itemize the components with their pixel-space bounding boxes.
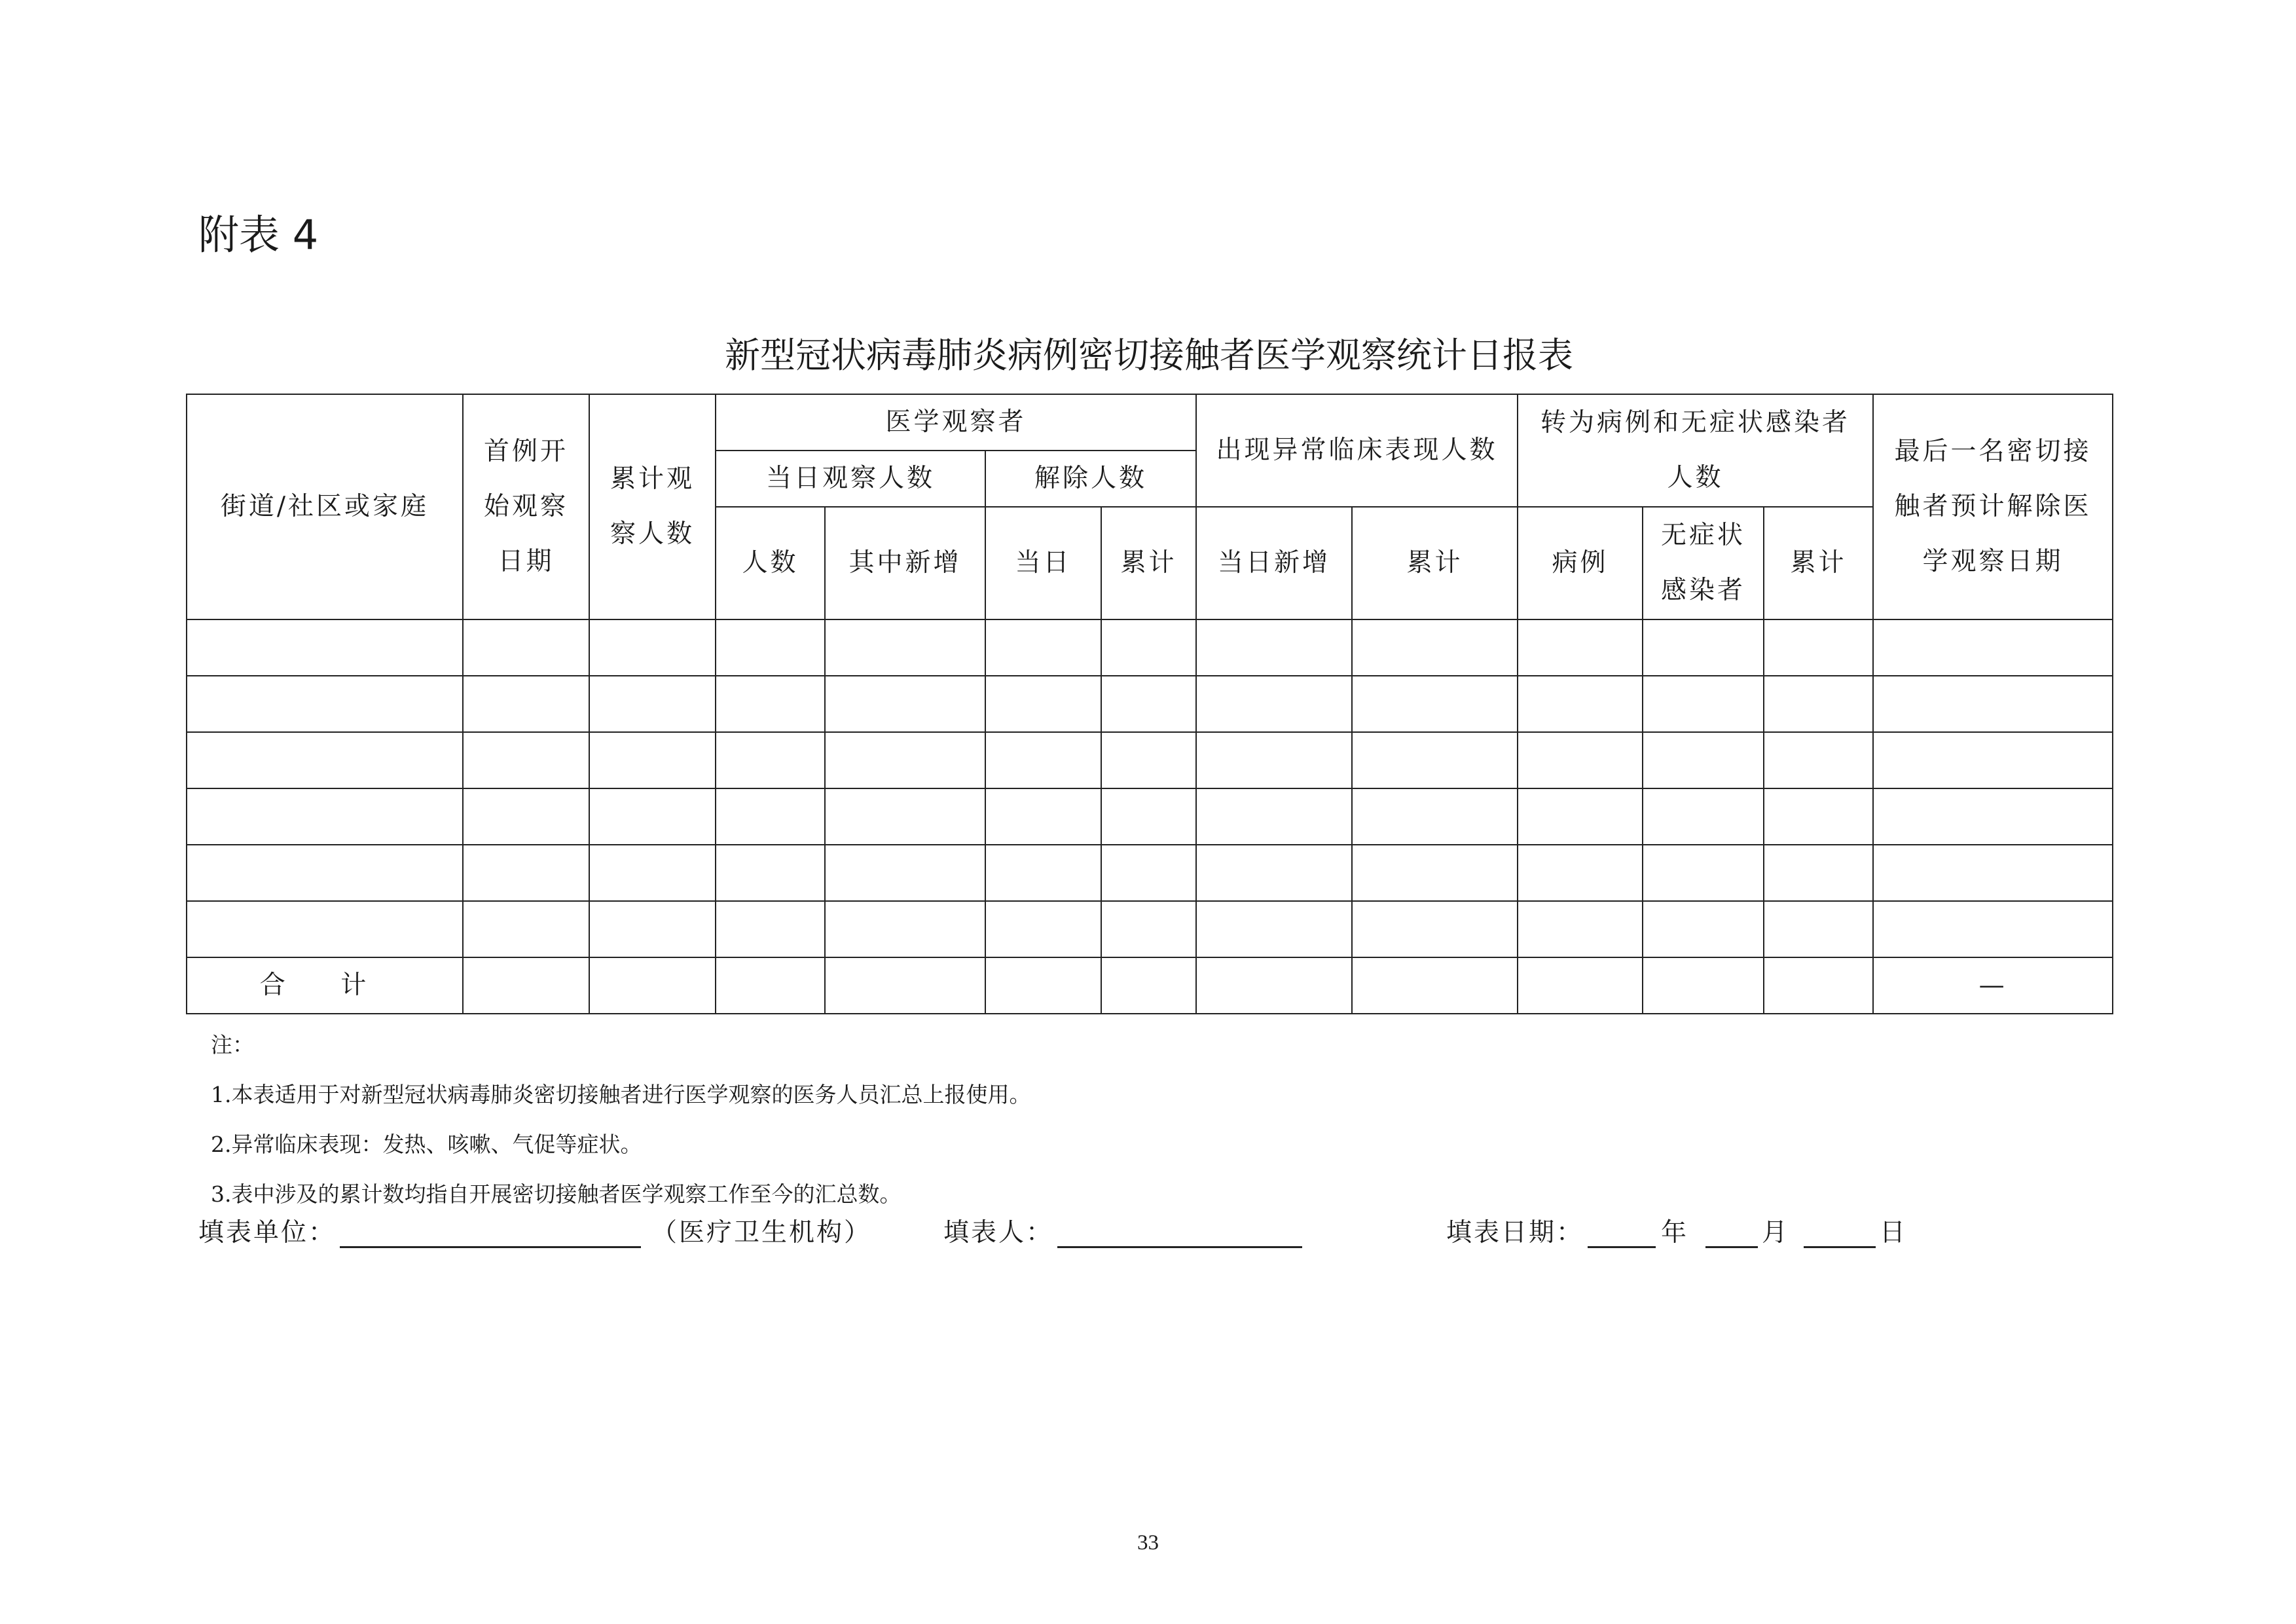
table-row (187, 901, 2113, 957)
date-label: 填表日期： (1446, 1218, 1584, 1247)
unit-label: 填表单位： (198, 1218, 337, 1247)
table-cell[interactable] (1352, 676, 1518, 732)
table-cell[interactable] (985, 619, 1101, 676)
total-last-release-cell: — (1873, 957, 2113, 1014)
header-cumulative-observed (589, 394, 716, 619)
table-cell[interactable] (1101, 845, 1196, 901)
table-cell[interactable] (463, 845, 589, 901)
table-cell[interactable] (716, 957, 825, 1014)
table-cell[interactable] (187, 845, 463, 901)
table-cell[interactable] (463, 732, 589, 788)
table-cell[interactable] (187, 901, 463, 957)
table-cell[interactable] (589, 845, 716, 901)
notes (211, 1020, 1031, 1219)
table-cell[interactable] (463, 676, 589, 732)
table-row (187, 845, 2113, 901)
table-cell[interactable] (589, 676, 716, 732)
note-item-2: 2.异常临床表现：发热、咳嗽、气促等症状。 (211, 1132, 642, 1157)
header-abnormal-clinical: 出现异常临床表现人数 (1196, 394, 1518, 507)
header-released: 解除人数 (985, 451, 1196, 507)
header-released-cumulative: 累计 (1101, 507, 1196, 619)
table-cell[interactable] (1873, 788, 2113, 845)
table-cell[interactable] (1196, 619, 1352, 676)
table-cell[interactable] (1196, 957, 1352, 1014)
table-cell[interactable] (825, 788, 985, 845)
table-cell[interactable] (1101, 788, 1196, 845)
header-street-community-household: 街道/社区或家庭 (187, 394, 463, 619)
table-row (187, 788, 2113, 845)
table-cell[interactable] (589, 957, 716, 1014)
header-asymptomatic (1643, 507, 1764, 619)
page-number: 33 (1137, 1531, 1159, 1555)
table-cell[interactable] (1101, 619, 1196, 676)
table-cell[interactable] (1518, 957, 1643, 1014)
table-cell[interactable] (1352, 619, 1518, 676)
table-cell[interactable] (1352, 957, 1518, 1014)
header-first-case-observation-date (463, 394, 589, 619)
table-cell[interactable] (716, 732, 825, 788)
table-cell[interactable] (825, 845, 985, 901)
table-cell[interactable] (1518, 676, 1643, 732)
table-cell[interactable] (463, 619, 589, 676)
table-cell[interactable] (1518, 619, 1643, 676)
header-converted-cumulative: 累计 (1764, 507, 1873, 619)
header-count: 人数 (716, 507, 825, 619)
table-cell[interactable] (716, 901, 825, 957)
header-first-case-line-1: 首例开 (483, 437, 568, 466)
total-label-cell (187, 957, 463, 1014)
table-cell[interactable] (985, 901, 1101, 957)
table-cell[interactable] (1873, 901, 2113, 957)
table-cell[interactable] (1764, 957, 1873, 1014)
table-cell[interactable] (1764, 901, 1873, 957)
header-last-release-line-2: 触者预计解除医 (1894, 492, 2092, 521)
table-cell[interactable] (1873, 732, 2113, 788)
table-body (187, 619, 2113, 957)
table-row (187, 619, 2113, 676)
table-cell[interactable] (187, 732, 463, 788)
table-cell[interactable] (1196, 901, 1352, 957)
table-cell[interactable] (1643, 901, 1764, 957)
table-cell[interactable] (1643, 676, 1764, 732)
report-title: 新型冠状病毒肺炎病例密切接触者医学观察统计日报表 (725, 335, 1573, 376)
report-table (186, 394, 2113, 1014)
unit-suffix: （医疗卫生机构） (651, 1218, 872, 1247)
table-cell[interactable] (589, 619, 716, 676)
table-cell[interactable] (1101, 676, 1196, 732)
month-fill-line[interactable] (1705, 1246, 1758, 1248)
filler-fill-line[interactable] (1057, 1246, 1302, 1248)
table-cell[interactable] (187, 788, 463, 845)
table-cell[interactable] (1643, 619, 1764, 676)
month-label: 月 (1762, 1218, 1790, 1247)
filler-label: 填表人： (943, 1218, 1054, 1247)
table-cell[interactable] (463, 901, 589, 957)
header-first-case-line-2: 始观察 (483, 492, 568, 521)
header-last-release-line-1: 最后一名密切接 (1894, 437, 2092, 466)
header-asymptomatic-line-2: 感染者 (1661, 576, 1746, 605)
table-cell[interactable] (1643, 957, 1764, 1014)
header-released-same-day: 当日 (985, 507, 1101, 619)
table-cell[interactable] (1873, 619, 2113, 676)
table-cell[interactable] (825, 957, 985, 1014)
table-cell[interactable] (1643, 732, 1764, 788)
header-daily-observed: 当日观察人数 (716, 451, 985, 507)
header-converted-line-1: 转为病例和无症状感染者 (1540, 408, 1851, 437)
table-cell[interactable] (1764, 788, 1873, 845)
table-cell[interactable] (1352, 901, 1518, 957)
table-cell[interactable] (985, 788, 1101, 845)
table-cell[interactable] (985, 957, 1101, 1014)
header-cumulative-observed-line-1: 累计观 (610, 464, 695, 494)
header-cases: 病例 (1518, 507, 1643, 619)
table-cell[interactable] (716, 788, 825, 845)
table-cell[interactable] (825, 619, 985, 676)
table-cell[interactable] (187, 619, 463, 676)
table-cell[interactable] (985, 732, 1101, 788)
table-cell[interactable] (1518, 732, 1643, 788)
day-label: 日 (1880, 1218, 1908, 1247)
header-last-release-line-3: 学观察日期 (1922, 547, 2064, 576)
header-converted-line-2: 人数 (1667, 463, 1724, 492)
table-cell[interactable] (825, 676, 985, 732)
table-cell[interactable] (1873, 845, 2113, 901)
note-item-1: 1.本表适用于对新型冠状病毒肺炎密切接触者进行医学观察的医务人员汇总上报使用。 (211, 1082, 1031, 1107)
notes-heading: 注： (211, 1032, 254, 1058)
table-cell[interactable] (589, 788, 716, 845)
header-asymptomatic-line-1: 无症状 (1661, 521, 1746, 550)
table-cell[interactable] (463, 957, 589, 1014)
table-cell[interactable] (1352, 845, 1518, 901)
table-cell[interactable] (1352, 732, 1518, 788)
table-cell[interactable] (589, 901, 716, 957)
table-cell[interactable] (1196, 788, 1352, 845)
header-medical-observers: 医学观察者 (716, 394, 1196, 451)
table-cell[interactable] (1764, 676, 1873, 732)
appendix-label: 附表 4 (198, 211, 319, 259)
table-cell[interactable] (716, 845, 825, 901)
table-cell[interactable] (1873, 676, 2113, 732)
table-cell[interactable] (1518, 901, 1643, 957)
header-first-case-line-3: 日期 (498, 547, 555, 576)
table-cell[interactable] (1196, 732, 1352, 788)
signature-row (198, 1213, 1966, 1253)
table-cell[interactable] (1518, 845, 1643, 901)
table-cell[interactable] (1764, 845, 1873, 901)
table-cell[interactable] (589, 732, 716, 788)
unit-fill-line[interactable] (340, 1246, 641, 1248)
table-cell[interactable] (825, 732, 985, 788)
table-cell[interactable] (1764, 732, 1873, 788)
table-row (187, 676, 2113, 732)
header-last-release-date (1873, 394, 2113, 619)
table-cell[interactable] (716, 619, 825, 676)
year-fill-line[interactable] (1588, 1246, 1656, 1248)
table-cell[interactable] (1643, 845, 1764, 901)
table-cell[interactable] (463, 788, 589, 845)
table-cell[interactable] (1101, 901, 1196, 957)
header-new-among: 其中新增 (825, 507, 985, 619)
header-cumulative-observed-line-2: 察人数 (610, 519, 695, 549)
day-fill-line[interactable] (1804, 1246, 1876, 1248)
table-cell[interactable] (1518, 788, 1643, 845)
year-label: 年 (1661, 1218, 1689, 1247)
table-cell[interactable] (1101, 732, 1196, 788)
table-cell[interactable] (1764, 619, 1873, 676)
table-cell[interactable] (1643, 788, 1764, 845)
total-label: 合 计 (259, 970, 390, 1000)
table-cell[interactable] (1352, 788, 1518, 845)
table-cell[interactable] (1196, 845, 1352, 901)
table-row (187, 732, 2113, 788)
note-item-3: 3.表中涉及的累计数均指自开展密切接触者医学观察工作至今的汇总数。 (211, 1181, 902, 1207)
header-abnormal-daily-new: 当日新增 (1196, 507, 1352, 619)
table-cell[interactable] (985, 676, 1101, 732)
table-cell[interactable] (985, 845, 1101, 901)
table-cell[interactable] (1101, 957, 1196, 1014)
header-abnormal-cumulative: 累计 (1352, 507, 1518, 619)
total-row (187, 957, 2113, 1014)
table-cell[interactable] (825, 901, 985, 957)
table-cell[interactable] (716, 676, 825, 732)
header-converted-cases (1518, 394, 1873, 507)
table-cell[interactable] (187, 676, 463, 732)
table-cell[interactable] (1196, 676, 1352, 732)
